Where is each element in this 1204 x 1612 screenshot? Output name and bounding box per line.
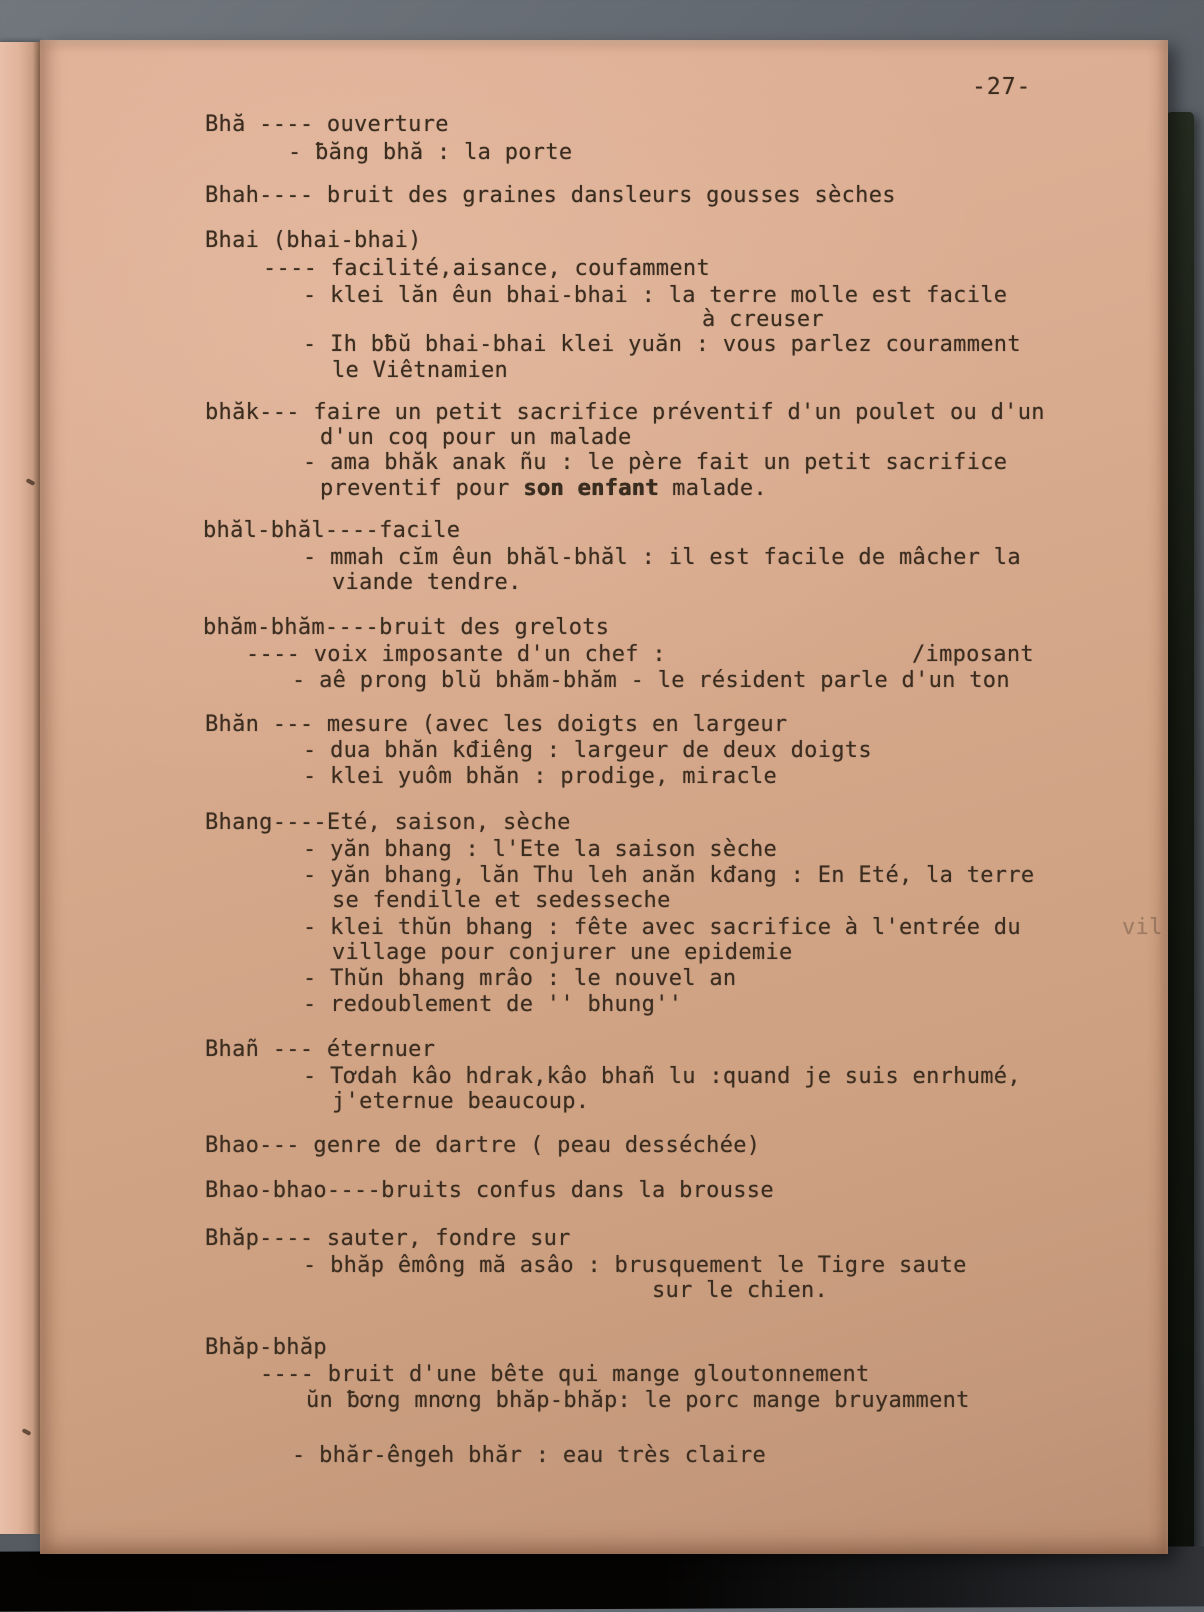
typewritten-line: Bhang----Eté, saison, sèche (205, 810, 571, 835)
binding-stitch (26, 478, 36, 486)
typewritten-line: Bhah---- bruit des graines dansleurs gousses sèches (205, 183, 896, 208)
book-cover-edge (1166, 112, 1194, 1582)
typewritten-line: Bhăp---- sauter, fondre sur (205, 1226, 571, 1251)
typewritten-line: viande tendre. (332, 570, 522, 595)
typewritten-line: - yăn bhang : l'Ete la saison sèche (303, 837, 778, 862)
typewritten-line: - bhăp êmông mă asâo : brusquement le Tigre saute (303, 1253, 967, 1278)
typewritten-line: - redoublement de '' bhung'' (303, 992, 683, 1017)
typewritten-line: - Ih bƀŭ bhai-bhai klei yuăn : vous parlez couramment (303, 332, 1021, 357)
typewritten-line: le Viêtnamien (332, 358, 509, 383)
typewritten-line: à creuser (702, 307, 824, 332)
typewritten-line: - aê prong blŭ bhăm-bhăm - le résident parle d'un ton (292, 668, 1010, 693)
typewritten-line: bhăk--- faire un petit sacrifice préventif d'un poulet ou d'un (205, 400, 1045, 425)
typewritten-line: village pour conjurer une epidemie (332, 940, 793, 965)
typewritten-line: - Thŭn bhang mrâo : le nouvel an (303, 966, 737, 991)
typewritten-line: Bhañ --- éternuer (205, 1037, 436, 1062)
typewritten-line: bhăl-bhăl----facile (203, 518, 461, 543)
typewritten-line: Bhai (bhai-bhai) (205, 228, 422, 253)
typewritten-line: ---- voix imposante d'un chef : (246, 642, 666, 667)
typewritten-line: Bhă ---- ouverture (205, 112, 449, 137)
typewritten-line: d'un coq pour un malade (320, 425, 632, 450)
typewritten-line: ŭn ƀơng mnơng bhăp-bhăp: le porc mange bruyamment (306, 1388, 970, 1413)
previous-page-edge (0, 42, 42, 1534)
typewritten-line: - klei lăn êun bhai-bhai : la terre molle est facile (303, 283, 1008, 308)
typewritten-line: - ƀăng bhă : la porte (288, 140, 573, 165)
typewritten-line: - mmah cĭm êun bhăl-bhăl : il est facile de mâcher la (303, 545, 1021, 570)
typewritten-line: - bhăr-êngeh bhăr : eau très claire (292, 1443, 767, 1468)
typewritten-line: - yăn bhang, lăn Thu leh anăn kđang : En Eté, la terre (303, 863, 1035, 888)
typewritten-line: - ama bhăk anak ñu : le père fait un petit sacrifice (303, 450, 1008, 475)
typewritten-line: Bhao--- genre de dartre ( peau desséchée) (205, 1133, 761, 1158)
typewritten-line: se fendille et sedesseche (332, 888, 671, 913)
typewritten-line: /imposant (912, 642, 1034, 667)
dictionary-page (40, 40, 1168, 1554)
typewritten-line: bhăm-bhăm----bruit des grelots (203, 615, 610, 640)
typewritten-line: preventif pour son enfant malade. (320, 476, 768, 501)
page-number: -27- (972, 74, 1032, 100)
binding-stitch (22, 1428, 32, 1436)
book-bottom-shadow (0, 1546, 1204, 1611)
typewritten-line: ---- facilité,aisance, coufamment (263, 256, 710, 281)
typewritten-line: - klei yuôm bhăn : prodige, miracle (303, 764, 778, 789)
typewritten-line: - dua bhăn kđiêng : largeur de deux doigts (303, 738, 872, 763)
typewritten-line: ---- bruit d'une bête qui mange gloutonnement (260, 1362, 870, 1387)
typewritten-line: - Tơdah kâo hdrak,kâo bhañ lu :quand je suis enrhumé, (303, 1064, 1021, 1089)
typewritten-line: sur le chien. (652, 1278, 829, 1303)
typewritten-line: vil (1122, 915, 1163, 940)
typewritten-line: Bhăp-bhăp (205, 1335, 327, 1360)
typewritten-line: j'eternue beaucoup. (332, 1089, 590, 1114)
typewritten-line: Bhao-bhao----bruits confus dans la brousse (205, 1178, 774, 1203)
typewritten-line: Bhăn --- mesure (avec les doigts en largeur (205, 712, 788, 737)
text-layer (40, 40, 1168, 1554)
typewritten-line: - klei thŭn bhang : fête avec sacrifice à l'entrée du (303, 915, 1021, 940)
